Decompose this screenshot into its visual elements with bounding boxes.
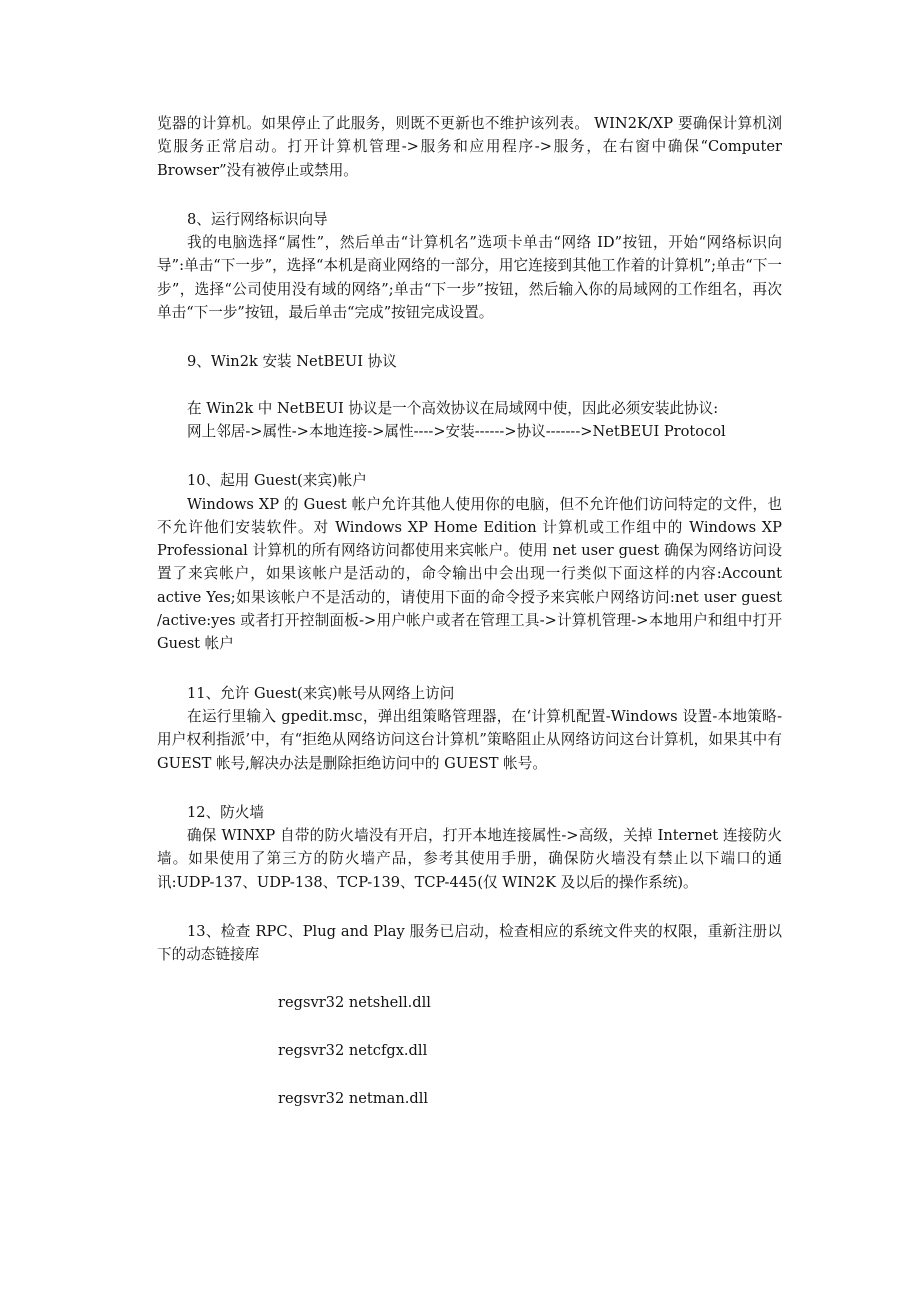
section-8-body: 我的电脑选择“属性”，然后单击“计算机名”选项卡单击“网络 ID”按钮，开始“网络标识向导”:单击“下一步”，选择“本机是商业网络的一部分，用它连接到其他工作着的计算机”;单击“下一步”，选择“公司使用没有域的网络”;单击“下一步”按钮，然后输入你的局域网的工作组名，再次单击“下一步”按钮，最后单击“完成”按钮完成设置。 — [157, 234, 782, 322]
section-11-body: 在运行里输入 gpedit.msc，弹出组策略管理器，在‘计算机配置-Windows 设置-本地策略-用户权利指派’中，有“拒绝从网络访问这台计算机”策略阻止从网络访问这台计算机，如果其中有 GUEST 帐号,解决办法是删除拒绝访问中的 GUEST 帐号。 — [157, 707, 782, 772]
dll-command-netcfgx: regsvr32 netcfgx.dll — [278, 1041, 428, 1059]
section-8-heading: 8、运行网络标识向导 — [187, 210, 328, 228]
document-content — [157, 112, 782, 1111]
section-11-heading: 11、允许 Guest(来宾)帐号从网络上访问 — [187, 684, 455, 702]
dll-command-netman: regsvr32 netman.dll — [278, 1089, 429, 1107]
section-12-body: 确保 WINXP 自带的防火墙没有开启，打开本地连接属性->高级，关掉 Internet 连接防火墙。如果使用了第三方的防火墙产品，参考其使用手册，确保防火墙没有禁止以下端口的通讯:UDP-137、UDP-138、TCP-139、TCP-445(仅 WIN2K 及以后的操作系统)。 — [157, 827, 782, 891]
dll-command-netshell: regsvr32 netshell.dll — [278, 993, 431, 1011]
section-9-heading: 9、Win2k 安装 NetBEUI 协议 — [187, 353, 397, 371]
section-10-body: Windows XP 的 Guest 帐户允许其他人使用你的电脑，但不允许他们访问特定的文件，也不允许他们安装软件。对 Windows XP Home Edition 计算机或工作组中的 Windows XP Professional 计算机的所有网络访问都使用来宾帐户。使用 net user guest 确保为网络访问设置了来宾帐户，如果该帐户是活动的，命令输出中会出现一行类似下面这样的内容:Account active Yes;如果该帐户不是活动的，请使用下面的命令授予来宾帐户网络访问:net user guest /active:yes 或者打开控制面板->用户帐户或者在管理工具->计算机管理->本地用户和组中打开 Guest 帐户 — [157, 495, 782, 653]
section-13-body: 13、检查 RPC、Plug and Play 服务已启动，检查相应的系统文件夹的权限，重新注册以下的动态链接库 — [157, 923, 782, 964]
section-9-line-1: 在 Win2k 中 NetBEUI 协议是一个高效协议在局域网中使，因此必须安装此协议: — [187, 399, 719, 417]
section-9-line-2: 网上邻居->属性->本地连接->属性---->安装------>协议------->NetBEUI Protocol — [187, 422, 726, 440]
section-10-heading: 10、起用 Guest(来宾)帐户 — [187, 472, 367, 490]
section-12-heading: 12、防火墙 — [187, 803, 264, 821]
intro-paragraph: 览器的计算机。如果停止了此服务，则既不更新也不维护该列表。 WIN2K/XP 要确保计算机浏览服务正常启动。打开计算机管理->服务和应用程序->服务，在右窗中确保“Computer Browser”没有被停止或禁用。 — [157, 115, 782, 179]
